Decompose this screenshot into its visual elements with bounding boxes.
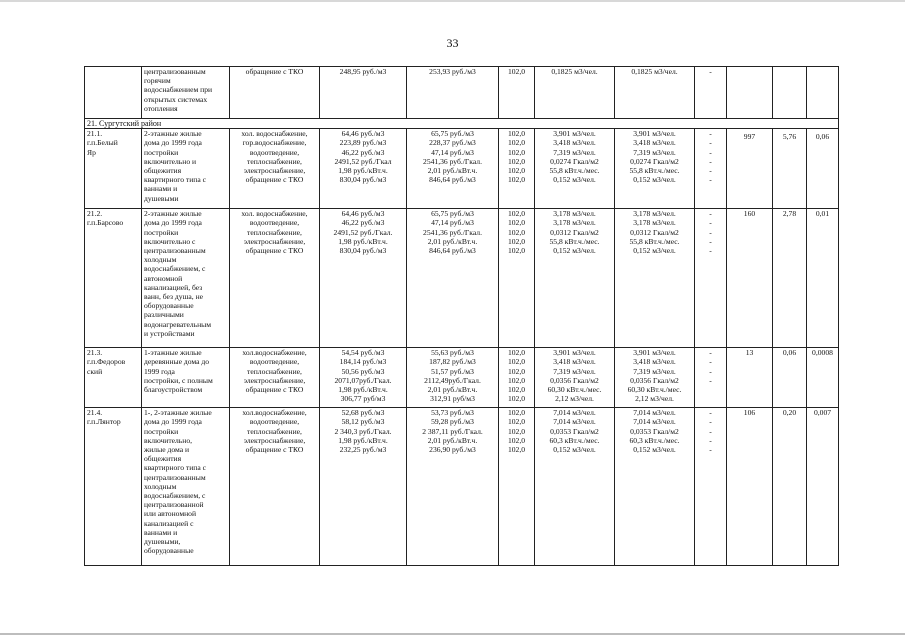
cell-id: 21.1. г.п.Белый Яр (85, 129, 142, 209)
cell-norm2: 3,178 м3/чел. 3,178 м3/чел. 0,0312 Гкал/м2 55,8 кВт.ч./мес. 0,152 м3/чел. (615, 209, 695, 348)
cell-tariff1: 54,54 руб./м3 184,14 руб./м3 50,56 руб./м3 2071,07руб./Гкал. 1,98 руб./кВт.ч. 306,77 руб/м3 (320, 348, 407, 408)
cell-tariff2: 65,75 руб./м3 228,37 руб./м3 47,14 руб./м3 2541,36 руб./Гкал. 2,01 руб./кВт.ч. 846,64 руб./м3 (407, 129, 499, 209)
tariff-table (84, 66, 839, 566)
cell-index: 102,0 102,0 102,0 102,0 102,0 102,0 (499, 348, 535, 408)
scan-edge-top (0, 0, 905, 2)
cell-v3 (807, 67, 839, 119)
cell-id: 21.2. г.п.Барсово (85, 209, 142, 348)
cell-tariff1: 64,46 руб./м3 223,89 руб./м3 46,22 руб./м3 2491,52 руб./Гкал 1,98 руб./кВт.ч. 830,04 руб./м3 (320, 129, 407, 209)
cell-norm1: 0,1825 м3/чел. (535, 67, 615, 119)
cell-services: хол.водоснабжение, водоотведение, теплоснабжение, электроснабжение, обращение с ТКО (230, 348, 320, 408)
cell-tariff1: 64,46 руб./м3 46,22 руб./м3 2491,52 руб./Гкал. 1,98 руб./кВт.ч. 830,04 руб./м3 (320, 209, 407, 348)
cell-v1 (727, 67, 773, 119)
cell-index: 102,0 (499, 67, 535, 119)
cell-norm2: 3,901 м3/чел. 3,418 м3/чел. 7,319 м3/чел. 0,0356 Гкал/м2 60,30 кВт.ч./мес. 2,12 м3/чел. (615, 348, 695, 408)
cell-services: хол. водоснабжение, водоотведение, теплоснабжение, электроснабжение, обращение с ТКО (230, 209, 320, 348)
cell-v1: 106 (727, 408, 773, 566)
cell-id: 21.4. г.п.Лянтор (85, 408, 142, 566)
cell-norm2: 7,014 м3/чел. 7,014 м3/чел. 0,0353 Гкал/м2 60,3 кВт.ч./мес. 0,152 м3/чел. (615, 408, 695, 566)
page-number: 33 (446, 36, 459, 50)
cell-norm1: 7,014 м3/чел. 7,014 м3/чел. 0,0353 Гкал/м2 60,3 кВт.ч./мес. 0,152 м3/чел. (535, 408, 615, 566)
cell-description: 1-этажные жилые деревянные дома до 1999 года постройки, с полным благоустройством (142, 348, 230, 408)
table-row (85, 408, 839, 566)
cell-v2: 0,20 (773, 408, 807, 566)
table-row-section (85, 119, 839, 129)
cell-norm2: 3,901 м3/чел. 3,418 м3/чел. 7,319 м3/чел. 0,0274 Гкал/м2 55,8 кВт.ч./мес. 0,152 м3/чел. (615, 129, 695, 209)
cell-v2: 5,76 (773, 129, 807, 209)
cell-description: 2-этажные жилые дома до 1999 года постройки включительно и общежития квартирного типа с ваннами и душевыми (142, 129, 230, 209)
cell-v1: 13 (727, 348, 773, 408)
cell-tariff2: 53,73 руб./м3 59,28 руб./м3 2 387,11 руб./Гкал. 2,01 руб./кВт.ч. 236,90 руб./м3 (407, 408, 499, 566)
cell-id: 21.3. г.п.Федоров ский (85, 348, 142, 408)
scan-edge-bottom (0, 633, 905, 635)
cell-description: централизованным горячим водоснабжением при открытых системах отопления (142, 67, 230, 119)
cell-services: хол.водоснабжение, водоотведение, теплоснабжение, электроснабжение, обращение с ТКО (230, 408, 320, 566)
cell-v2: 0,06 (773, 348, 807, 408)
cell-norm1: 3,178 м3/чел. 3,178 м3/чел. 0,0312 Гкал/м2 55,8 кВт.ч./мес. 0,152 м3/чел. (535, 209, 615, 348)
cell-id (85, 67, 142, 119)
cell-norm2: 0,1825 м3/чел. (615, 67, 695, 119)
table-row (85, 129, 839, 209)
cell-index: 102,0 102,0 102,0 102,0 102,0 102,0 (499, 129, 535, 209)
cell-tariff2: 65,75 руб./м3 47,14 руб./м3 2541,36 руб./Гкал. 2,01 руб./кВт.ч. 846,64 руб./м3 (407, 209, 499, 348)
cell-description: 1-, 2-этажные жилые дома до 1999 года постройки включительно, жилые дома и общежития квартирного типа с централизованным холодным водоснабжением, с централизованной или автономной канализацией с ваннами и душевыми, оборудованные (142, 408, 230, 566)
cell-dash: - (695, 67, 727, 119)
table-row (85, 67, 839, 119)
cell-v3: 0,06 (807, 129, 839, 209)
cell-v1: 160 (727, 209, 773, 348)
cell-norm1: 3,901 м3/чел. 3,418 м3/чел. 7,319 м3/чел. 0,0356 Гкал/м2 60,30 кВт.ч./мес. 2,12 м3/чел. (535, 348, 615, 408)
cell-services: обращение с ТКО (230, 67, 320, 119)
cell-v1: 997 (727, 129, 773, 209)
cell-v3: 0,007 (807, 408, 839, 566)
cell-norm1: 3,901 м3/чел. 3,418 м3/чел. 7,319 м3/чел. 0,0274 Гкал/м2 55,8 кВт.ч./мес. 0,152 м3/чел. (535, 129, 615, 209)
cell-dash: - - - - - (695, 408, 727, 566)
cell-tariff1: 52,68 руб./м3 58,12 руб./м3 2 340,3 руб./Гкал. 1,98 руб./кВт.ч. 232,25 руб./м3 (320, 408, 407, 566)
cell-dash: - - - - - (695, 209, 727, 348)
cell-tariff1: 248,95 руб./м3 (320, 67, 407, 119)
cell-dash: - - - - - - (695, 129, 727, 209)
section-title: 21. Сургутский район (85, 119, 839, 129)
cell-dash: - - - - (695, 348, 727, 408)
cell-index: 102,0 102,0 102,0 102,0 102,0 (499, 209, 535, 348)
cell-index: 102,0 102,0 102,0 102,0 102,0 (499, 408, 535, 566)
cell-description: 2-этажные жилые дома до 1999 года постройки включительно с централизованным холодным водоснабжением, с автономной канализацией, без ванн, без душа, не оборудованные различными водонагревательным и устройствами (142, 209, 230, 348)
cell-services: хол. водоснабжение, гор.водоснабжение, водоотведение, теплоснабжение, электроснабжение, обращение с ТКО (230, 129, 320, 209)
cell-v3: 0,0008 (807, 348, 839, 408)
table-row (85, 348, 839, 408)
cell-v2 (773, 67, 807, 119)
cell-tariff2: 253,93 руб./м3 (407, 67, 499, 119)
cell-tariff2: 55,63 руб./м3 187,82 руб./м3 51,57 руб./м3 2112,49руб./Гкал. 2,01 руб./кВт.ч. 312,91 руб/м3 (407, 348, 499, 408)
cell-v3: 0,01 (807, 209, 839, 348)
cell-v2: 2,78 (773, 209, 807, 348)
table-row (85, 209, 839, 348)
